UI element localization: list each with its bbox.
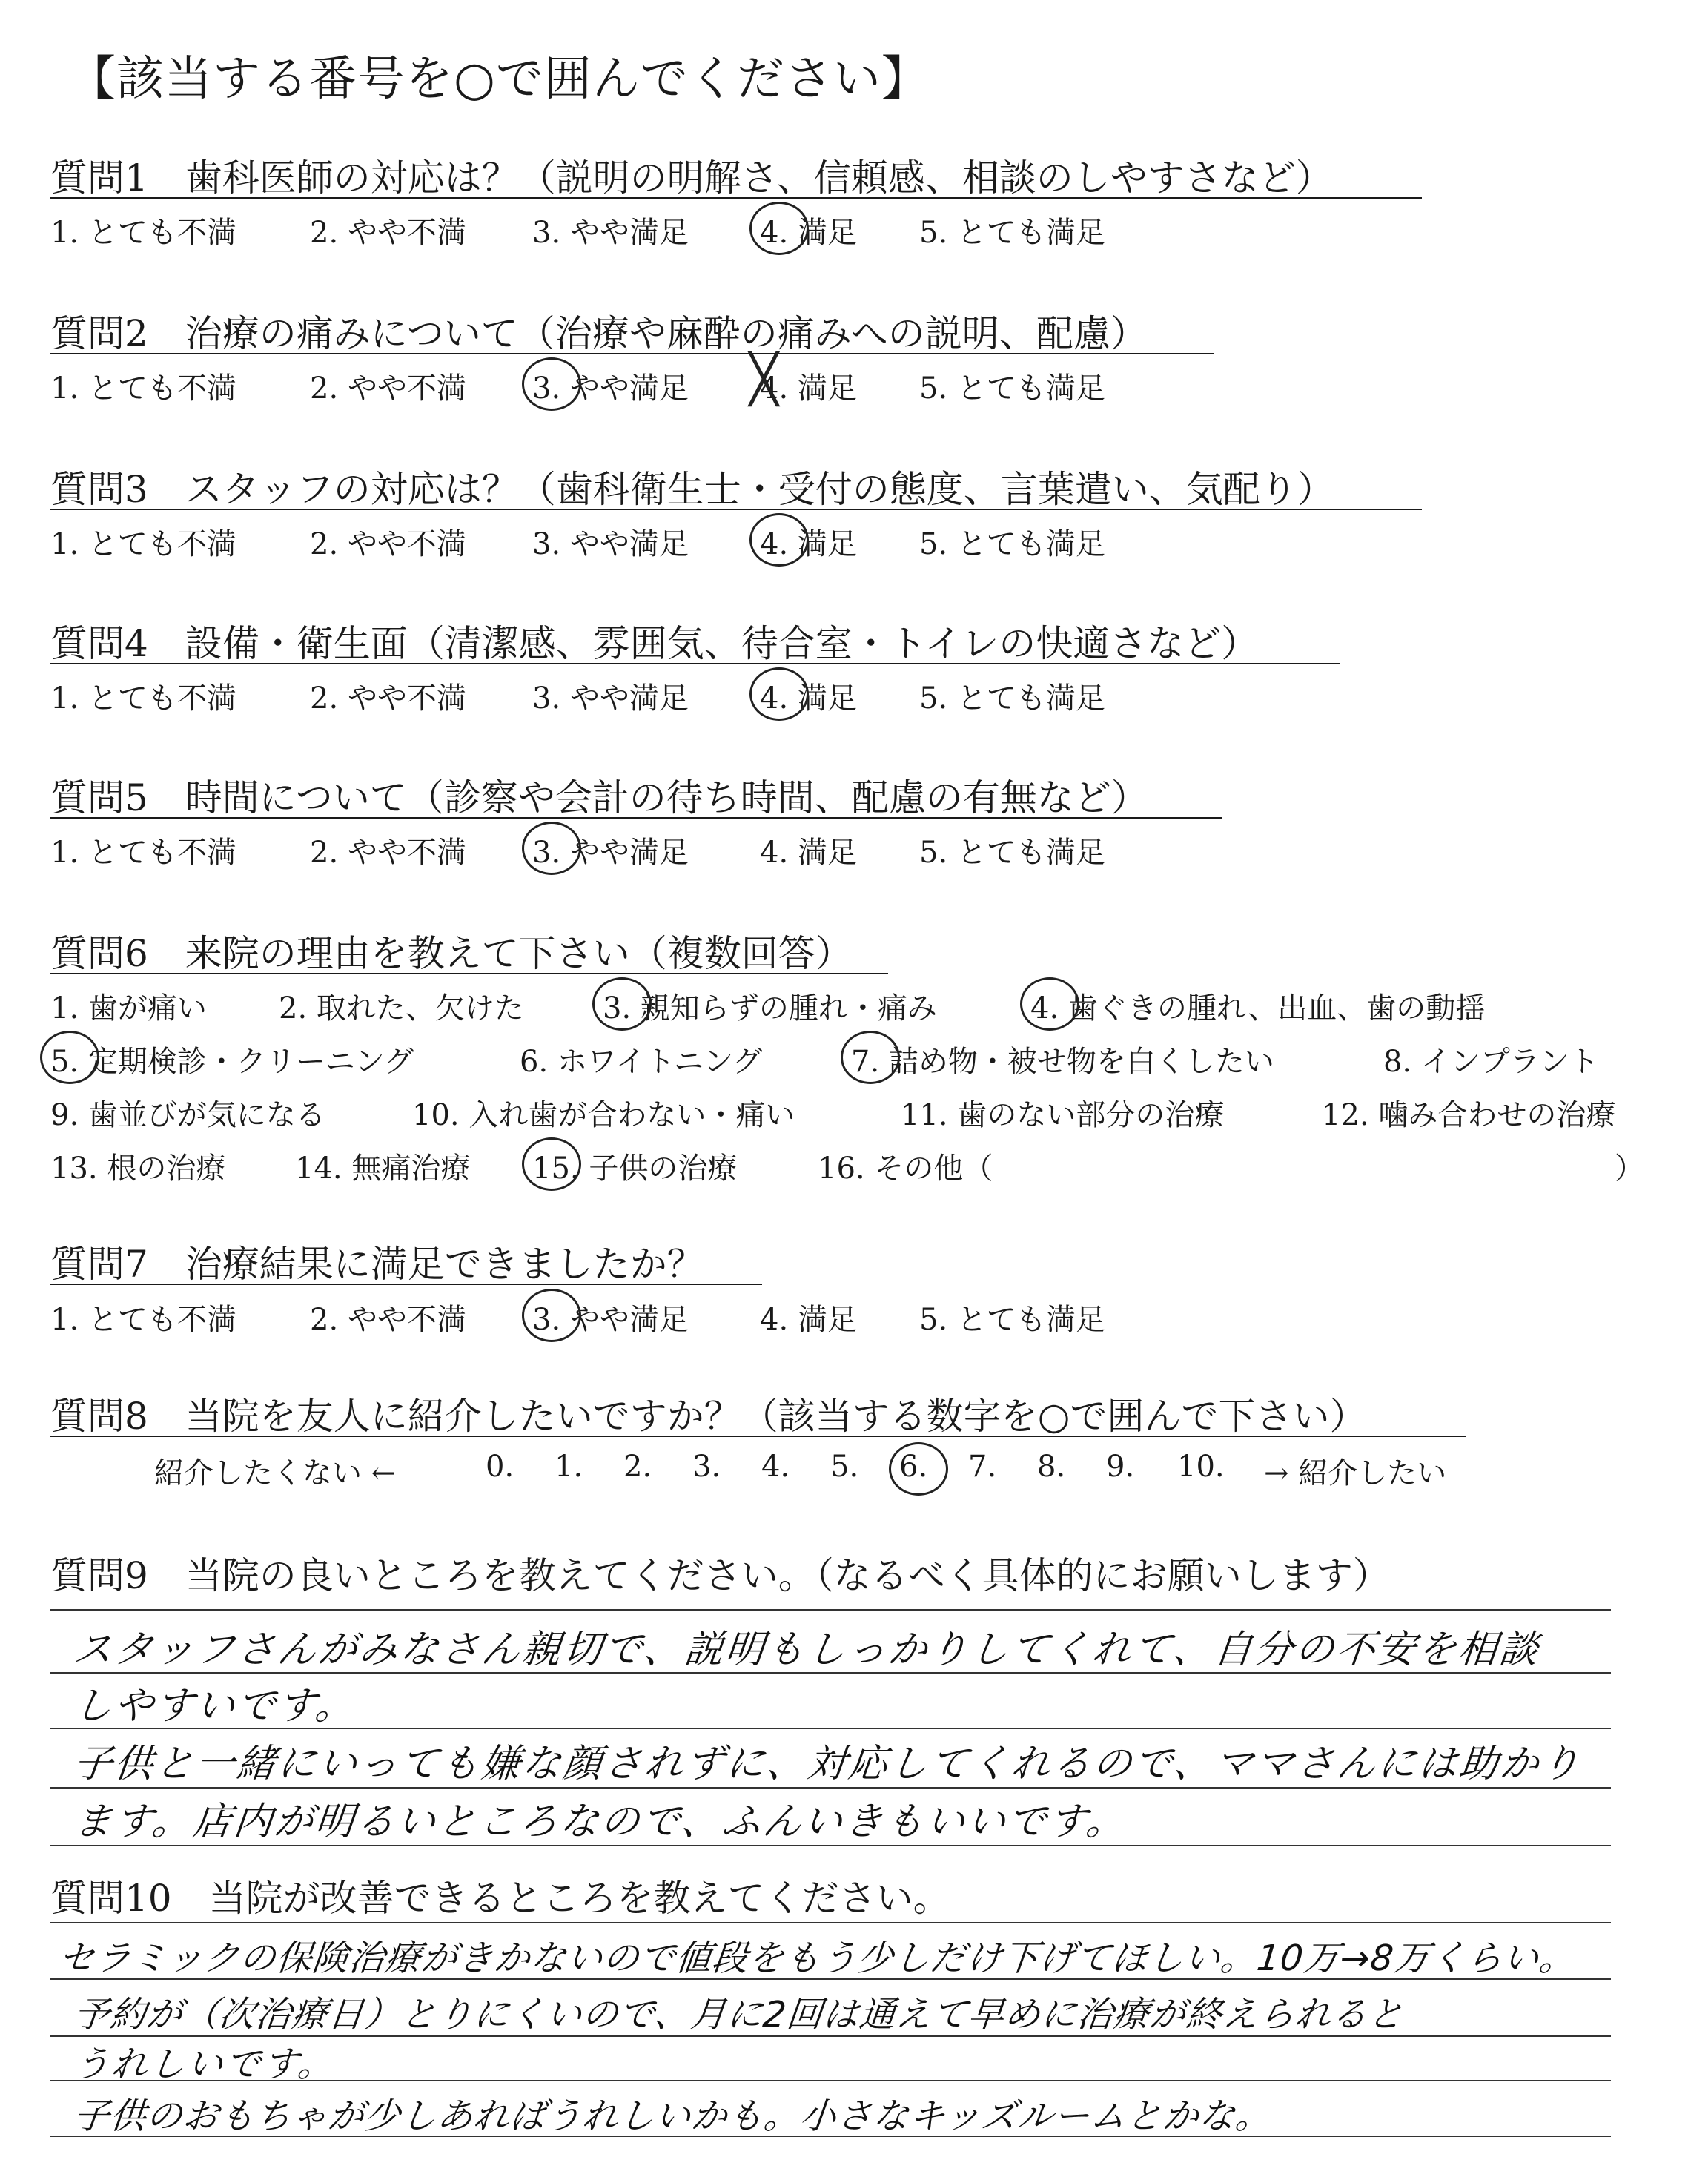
q9-writing-line-1: [50, 1609, 1611, 1611]
q10-writing-line-4: [50, 2080, 1611, 2081]
q6-option-9[interactable]: 9. 歯並びが気になる: [50, 1098, 325, 1132]
q6-option-14[interactable]: 14. 無痛治療: [295, 1152, 471, 1186]
q3-underline: [50, 509, 1422, 510]
q7-option-1[interactable]: 1. とても不満: [50, 1303, 236, 1337]
q6-option-13[interactable]: 13. 根の治療: [50, 1152, 226, 1186]
q6-option-16[interactable]: 16. その他（: [818, 1152, 993, 1186]
q10-answer-line-1: セラミックの保険治療がきかないので値段をもう少しだけ下げてほしい。10万→8万くらい。: [56, 1938, 1578, 1979]
q3-option-1[interactable]: 1. とても不満: [50, 527, 236, 561]
q8-scale-2[interactable]: 2.: [623, 1450, 652, 1484]
q6-option-11[interactable]: 11. 歯のない部分の治療: [901, 1098, 1225, 1132]
q7-title: 質問7 治療結果に満足できましたか？: [50, 1243, 704, 1286]
q9-answer-line-4: ます。店内が明るいところなので、ふんいきもいいです。: [71, 1800, 1130, 1844]
survey-header: 【該当する番号を○で囲んでください】: [68, 52, 930, 107]
q10-writing-line-1: [50, 1922, 1611, 1923]
q10-answer-line-4: 子供のおもちゃが少しあればうれしいかも。小さなキッズルームとかな。: [71, 2095, 1274, 2137]
q8-scale-6[interactable]: 6.: [899, 1450, 928, 1484]
q3-option-5[interactable]: 5. とても満足: [919, 527, 1105, 561]
q8-scale-3[interactable]: 3.: [692, 1450, 721, 1484]
q6-title: 質問6 来院の理由を教えて下さい（複数回答）: [50, 932, 853, 975]
q6-option-10[interactable]: 10. 入れ歯が合わない・痛い: [412, 1098, 795, 1132]
q4-option-4[interactable]: 4. 満足: [760, 675, 857, 717]
q8-underline: [50, 1436, 1466, 1437]
q2-option-5[interactable]: 5. とても満足: [919, 371, 1105, 406]
q6-option-15[interactable]: 15. 子供の治療: [532, 1145, 737, 1187]
q7-option-4[interactable]: 4. 満足: [760, 1303, 857, 1337]
q6-option-12[interactable]: 12. 噛み合わせの治療: [1322, 1098, 1616, 1132]
q5-option-3[interactable]: 3. やや満足: [532, 829, 689, 871]
q3-title: 質問3 スタッフの対応は？（歯科衛生士・受付の態度、言葉遣い、気配り）: [50, 468, 1334, 511]
q8-scale-8[interactable]: 8.: [1037, 1450, 1066, 1484]
q4-option-5[interactable]: 5. とても満足: [919, 681, 1105, 716]
q3-option-2[interactable]: 2. やや不満: [310, 527, 466, 561]
q1-option-1[interactable]: 1. とても不満: [50, 216, 236, 250]
q3-option-3[interactable]: 3. やや満足: [532, 527, 689, 561]
q10-answer-line-2: 予約が（次治療日）とりにくいので、月に2回は通えて早めに治療が終えられると: [71, 1994, 1407, 2035]
q1-option-5[interactable]: 5. とても満足: [919, 216, 1105, 250]
q2-option-2[interactable]: 2. やや不満: [310, 371, 466, 406]
q2-underline: [50, 353, 1214, 354]
q8-scale-1[interactable]: 1.: [555, 1450, 583, 1484]
q5-option-2[interactable]: 2. やや不満: [310, 836, 466, 870]
q9-answer-line-2: しやすいです。: [71, 1684, 359, 1728]
q4-option-1[interactable]: 1. とても不満: [50, 681, 236, 716]
q8-scale-9[interactable]: 9.: [1106, 1450, 1135, 1484]
q2-option-3[interactable]: 3. やや満足: [532, 365, 689, 407]
q5-title: 質問5 時間について（診察や会計の待ち時間、配慮の有無など）: [50, 776, 1148, 819]
q6-underline: [50, 973, 888, 974]
q10-writing-line-5: [50, 2136, 1611, 2137]
q2-title: 質問2 治療の痛みについて（治療や麻酔の痛みへの説明、配慮）: [50, 312, 1148, 355]
q6-option-5[interactable]: 5. 定期検診・クリーニング: [50, 1038, 414, 1080]
q9-writing-line-2: [50, 1672, 1611, 1674]
q4-option-2[interactable]: 2. やや不満: [310, 681, 466, 716]
q10-writing-line-2: [50, 1978, 1611, 1980]
q10-answer-line-3: うれしいです。: [71, 2044, 338, 2085]
q1-title: 質問1 歯科医師の対応は？（説明の明解さ、信頼感、相談のしやすさなど）: [50, 156, 1333, 199]
q5-underline: [50, 817, 1222, 819]
q8-right-label: → 紹介したい: [1264, 1456, 1447, 1490]
q2-option-4[interactable]: 4. 満足 ╳: [760, 365, 857, 407]
q9-writing-line-3: [50, 1728, 1611, 1729]
q9-writing-line-4: [50, 1787, 1611, 1789]
q1-option-2[interactable]: 2. やや不満: [310, 216, 466, 250]
q4-underline: [50, 663, 1340, 664]
q9-writing-line-5: [50, 1845, 1611, 1846]
q1-option-3[interactable]: 3. やや満足: [532, 216, 689, 250]
q4-option-3[interactable]: 3. やや満足: [532, 681, 689, 716]
q8-scale-10[interactable]: 10.: [1177, 1450, 1225, 1484]
q3-option-4[interactable]: 4. 満足: [760, 521, 857, 563]
q5-option-4[interactable]: 4. 満足: [760, 836, 857, 870]
q6-option-6[interactable]: 6. ホワイトニング: [520, 1045, 763, 1079]
q8-scale-0[interactable]: 0.: [486, 1450, 514, 1484]
q8-scale-5[interactable]: 5.: [830, 1450, 859, 1484]
q7-option-3[interactable]: 3. やや満足: [532, 1296, 689, 1338]
q1-option-4[interactable]: 4. 満足: [760, 209, 857, 251]
q2-option-1[interactable]: 1. とても不満: [50, 371, 236, 406]
q5-option-5[interactable]: 5. とても満足: [919, 836, 1105, 870]
q10-title: 質問10 当院が改善できるところを教えてください。: [50, 1877, 950, 1920]
q9-title: 質問9 当院の良いところを教えてください。（なるべく具体的にお願いします）: [50, 1554, 1390, 1597]
q6-other-close: ）: [1615, 1152, 1644, 1186]
q8-scale-7[interactable]: 7.: [968, 1450, 997, 1484]
q7-option-5[interactable]: 5. とても満足: [919, 1303, 1105, 1337]
q6-option-7[interactable]: 7. 詰め物・被せ物を白くしたい: [851, 1038, 1274, 1080]
q5-option-1[interactable]: 1. とても不満: [50, 836, 236, 870]
q6-option-2[interactable]: 2. 取れた、欠けた: [279, 991, 524, 1025]
q6-option-4[interactable]: 4. 歯ぐきの腫れ、出血、歯の動揺: [1030, 985, 1485, 1027]
q6-option-3[interactable]: 3. 親知らずの腫れ・痛み: [603, 985, 937, 1027]
q9-answer-line-1: スタッフさんがみなさん親切で、説明もしっかりしてくれて、自分の不安を相談: [71, 1628, 1543, 1672]
q8-left-label: 紹介したくない ←: [154, 1456, 397, 1490]
q6-option-1[interactable]: 1. 歯が痛い: [50, 991, 207, 1025]
q9-answer-line-3: 子供と一緒にいっても嫌な顔されずに、対応してくれるので、ママさんには助かり: [71, 1742, 1584, 1786]
q8-title: 質問8 当院を友人に紹介したいですか？（該当する数字を○で囲んで下さい）: [50, 1395, 1367, 1438]
q6-option-8[interactable]: 8. インプラント: [1383, 1045, 1599, 1079]
q8-scale-4[interactable]: 4.: [761, 1450, 790, 1484]
q7-underline: [50, 1284, 762, 1285]
q1-underline: [50, 197, 1422, 199]
q7-option-2[interactable]: 2. やや不満: [310, 1303, 466, 1337]
q4-title: 質問4 設備・衛生面（清潔感、雰囲気、待合室・トイレの快適さなど）: [50, 622, 1259, 665]
